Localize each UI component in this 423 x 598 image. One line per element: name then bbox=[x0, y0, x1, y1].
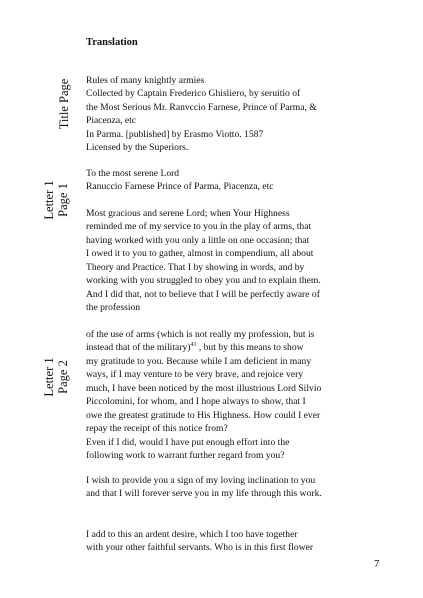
text-line: In Parma. [published] by Erasmo Viotto. 1587 bbox=[86, 128, 264, 140]
side-label-line: Page 2 bbox=[56, 360, 70, 394]
text-line: working with you struggled to obey you and to explain them. bbox=[86, 275, 321, 287]
side-label-line: Page 1 bbox=[56, 183, 70, 217]
text-line: having worked with you only a little on one occasion; that bbox=[86, 234, 310, 246]
text-line: Even if I did, would I have put enough effort into the bbox=[86, 436, 290, 448]
text-line: And I did that, not to believe that I will be perfectly aware of bbox=[86, 288, 320, 300]
text-line: following work to warrant further regard from you? bbox=[86, 449, 285, 461]
text-line: Ranuccio Farnese Prince of Parma, Piacenza, etc bbox=[86, 181, 274, 193]
text-line: my gratitude to you. Because while I am deficient in many bbox=[86, 355, 312, 367]
letter-paragraph-2 bbox=[86, 328, 386, 462]
side-label-letter1-page2 bbox=[42, 317, 70, 437]
text-line: Theory and Practice. That I by showing in words, and by bbox=[86, 261, 305, 273]
letter-paragraph-4 bbox=[86, 528, 386, 555]
text-line: Licensed by the Superiors. bbox=[86, 142, 189, 154]
text-line: I wish to provide you a sign of my loving inclination to you bbox=[86, 475, 316, 486]
text-line: To the most serene Lord bbox=[86, 168, 180, 179]
text-segment: instead that of the military) bbox=[86, 342, 191, 354]
text-line: much, I have been noticed by the most illustrious Lord Silvio bbox=[86, 382, 322, 394]
text-line: Piccolomini, for whom, and I hope always to show, that I bbox=[86, 396, 306, 408]
text-line: Piacenza, etc bbox=[86, 115, 137, 127]
text-line: the profession bbox=[86, 302, 141, 314]
text-line: Collected by Captain Frederico Ghisliero, by seruitio of bbox=[86, 88, 301, 100]
title-page-block bbox=[86, 74, 386, 155]
text-line: Rules of many knightly armies bbox=[86, 75, 205, 86]
footnote-reference[interactable]: 41 bbox=[190, 342, 197, 349]
text-line: with your other faithful servants. Who is in this first flower bbox=[86, 542, 314, 554]
text-line: repay the receipt of this notice from? bbox=[86, 423, 228, 435]
side-label-text: Title Page bbox=[57, 78, 71, 130]
page-heading: Translation bbox=[86, 37, 138, 48]
text-line: and that I will forever serve you in my life through this work. bbox=[86, 488, 322, 500]
text-segment: , but by this means to show bbox=[196, 342, 304, 354]
text-line-with-footnote bbox=[86, 341, 386, 354]
side-label-line: Letter 1 bbox=[42, 180, 56, 220]
text-line: reminded me of my service to you in the play of arms, that bbox=[86, 221, 312, 233]
text-line: the Most Serious Mr. Ranvccio Farnese, Prince of Parma, & bbox=[86, 101, 317, 113]
letter-paragraph-3 bbox=[86, 474, 386, 501]
letter-paragraph-1 bbox=[86, 207, 386, 315]
text-line: owe the greatest gratitude to His Highness. How could I ever bbox=[86, 409, 321, 421]
text-line: ways, if I may venture to be very brave, and rejoice very bbox=[86, 369, 304, 381]
side-label-letter1-page1 bbox=[42, 140, 70, 260]
address-block bbox=[86, 167, 386, 194]
text-line: I owed it to you to gather, almost in compendium, all about bbox=[86, 248, 314, 260]
text-line: Most gracious and serene Lord; when Your Highness bbox=[86, 208, 290, 219]
side-label-line: Letter 1 bbox=[42, 357, 56, 397]
text-line: of the use of arms (which is not really my profession, but is bbox=[86, 329, 315, 340]
text-line: I add to this an ardent desire, which I too have together bbox=[86, 529, 298, 540]
page-number: 7 bbox=[374, 558, 380, 570]
